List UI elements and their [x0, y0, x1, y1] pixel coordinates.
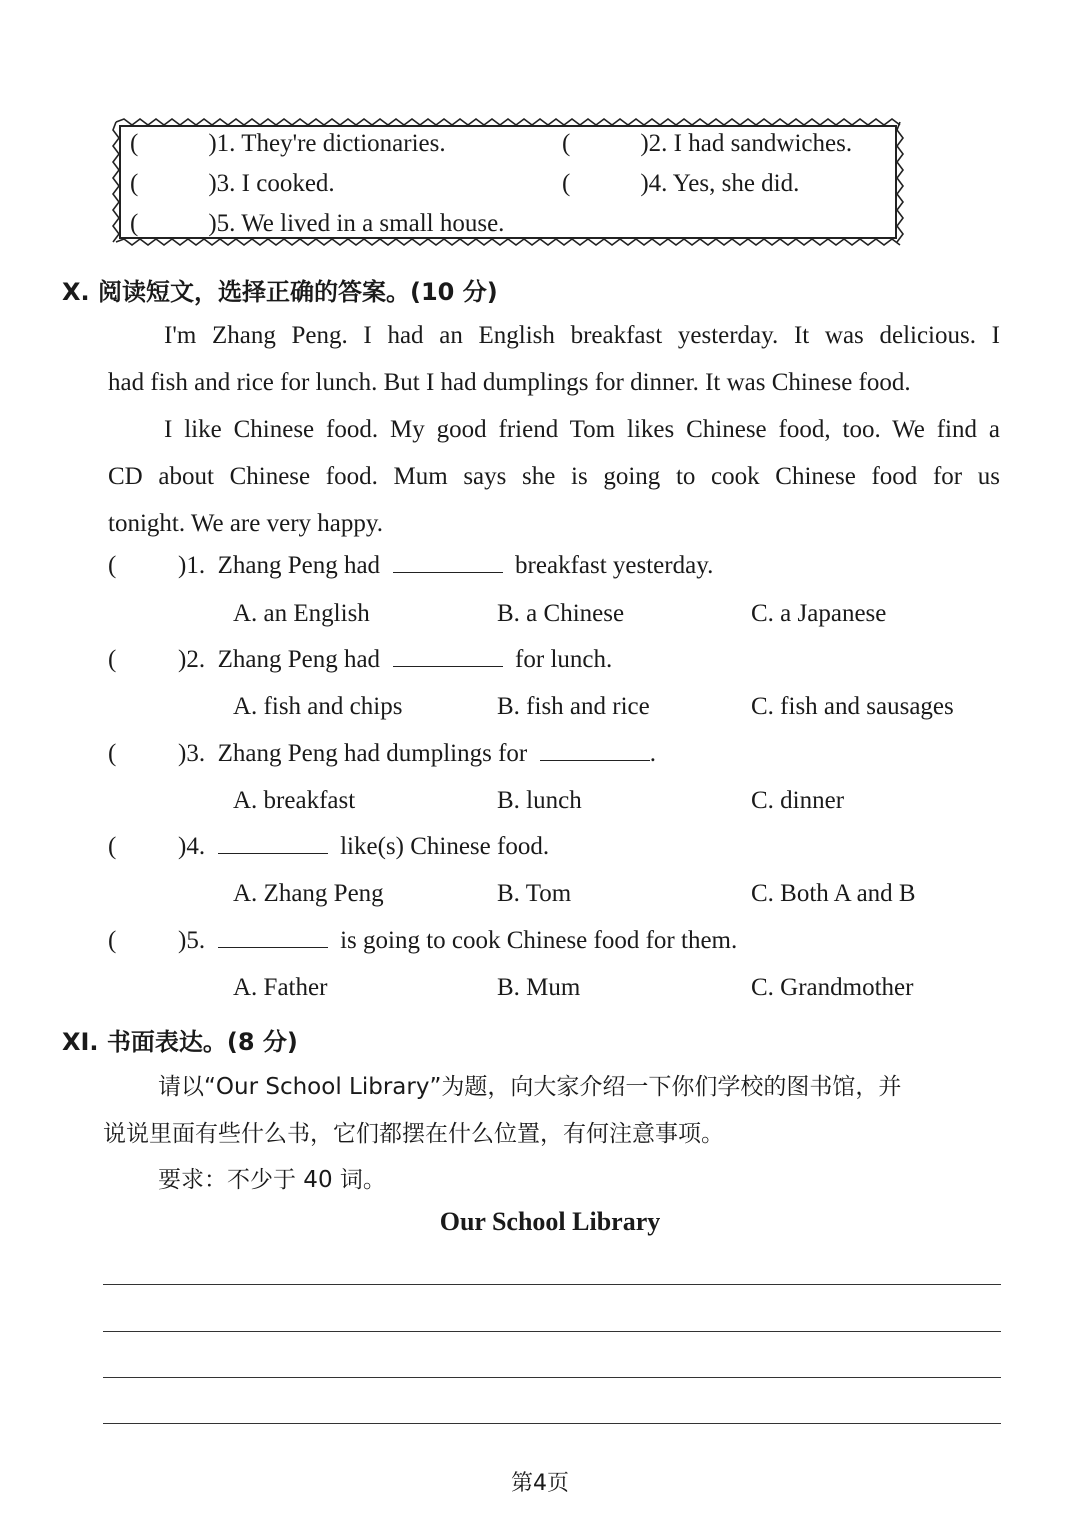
writing-instruction-line-1: 请以“Our School Library”为题，向大家介绍一下你们学校的图书馆，并 [158, 1074, 902, 1100]
match-item-1: ( )1. They're dictionaries. [130, 130, 446, 157]
match-item-2: ( )2. I had sandwiches. [562, 130, 853, 157]
q5-option-b: B. Mum [497, 974, 581, 1001]
q4-option-c: C. Both A and B [751, 880, 916, 907]
question-3: ( )3. Zhang Peng had dumplings for . [108, 740, 657, 767]
passage-line-1: I'm Zhang Peng. I had an English breakfast yesterday. It was delicious. I [164, 322, 1000, 349]
answer-options-box [112, 118, 904, 246]
match-item-5: ( )5. We lived in a small house. [130, 210, 505, 237]
passage-line-2: had fish and rice for lunch. But I had dumplings for dinner. It was Chinese food. [108, 369, 911, 396]
q2-option-b: B. fish and rice [497, 693, 650, 720]
q3-option-c: C. dinner [751, 787, 845, 814]
writing-instruction-line-2: 说说里面有些什么书，它们都摆在什么位置，有何注意事项。 [103, 1121, 724, 1147]
answer-blank[interactable] [218, 833, 328, 854]
q3-option-a: A. breakfast [233, 787, 356, 814]
passage-line-5: tonight. We are very happy. [108, 510, 383, 537]
question-1: ( )1. Zhang Peng had breakfast yesterday. [108, 552, 714, 579]
q5-option-c: C. Grandmother [751, 974, 914, 1001]
q1-option-b: B. a Chinese [497, 600, 625, 627]
writing-line[interactable] [103, 1284, 1001, 1285]
answer-blank[interactable] [218, 927, 328, 948]
page-number: 第4页 [511, 1471, 569, 1496]
answer-blank[interactable] [540, 740, 650, 761]
q2-option-c: C. fish and sausages [751, 693, 954, 720]
question-2: ( )2. Zhang Peng had for lunch. [108, 646, 613, 673]
q1-option-c: C. a Japanese [751, 600, 887, 627]
passage-line-4: CD about Chinese food. Mum says she is going to cook Chinese food for us [108, 463, 1000, 490]
q2-option-a: A. fish and chips [233, 693, 403, 720]
essay-title: Our School Library [439, 1207, 661, 1236]
writing-line[interactable] [103, 1377, 1001, 1378]
reading-passage [108, 312, 1000, 547]
writing-line[interactable] [103, 1423, 1001, 1424]
q1-option-a: A. an English [233, 600, 370, 627]
q3-option-b: B. lunch [497, 787, 582, 814]
answer-blank[interactable] [393, 552, 503, 573]
q4-option-a: A. Zhang Peng [233, 880, 384, 907]
answer-blank[interactable] [393, 646, 503, 667]
question-4: ( )4. like(s) Chinese food. [108, 833, 550, 860]
section-xi-title: XI. 书面表达。(8 分) [62, 1028, 298, 1056]
q5-option-a: A. Father [233, 974, 328, 1001]
q4-option-b: B. Tom [497, 880, 572, 907]
match-item-4: ( )4. Yes, she did. [562, 170, 800, 197]
writing-requirement: 要求：不少于 40 词。 [158, 1167, 386, 1193]
match-item-3: ( )3. I cooked. [130, 170, 335, 197]
section-x-title: X. 阅读短文，选择正确的答案。(10 分) [62, 278, 498, 306]
writing-line[interactable] [103, 1331, 1001, 1332]
passage-line-3: I like Chinese food. My good friend Tom likes Chinese food, too. We find a [164, 416, 1000, 443]
question-5: ( )5. is going to cook Chinese food for them. [108, 927, 738, 954]
